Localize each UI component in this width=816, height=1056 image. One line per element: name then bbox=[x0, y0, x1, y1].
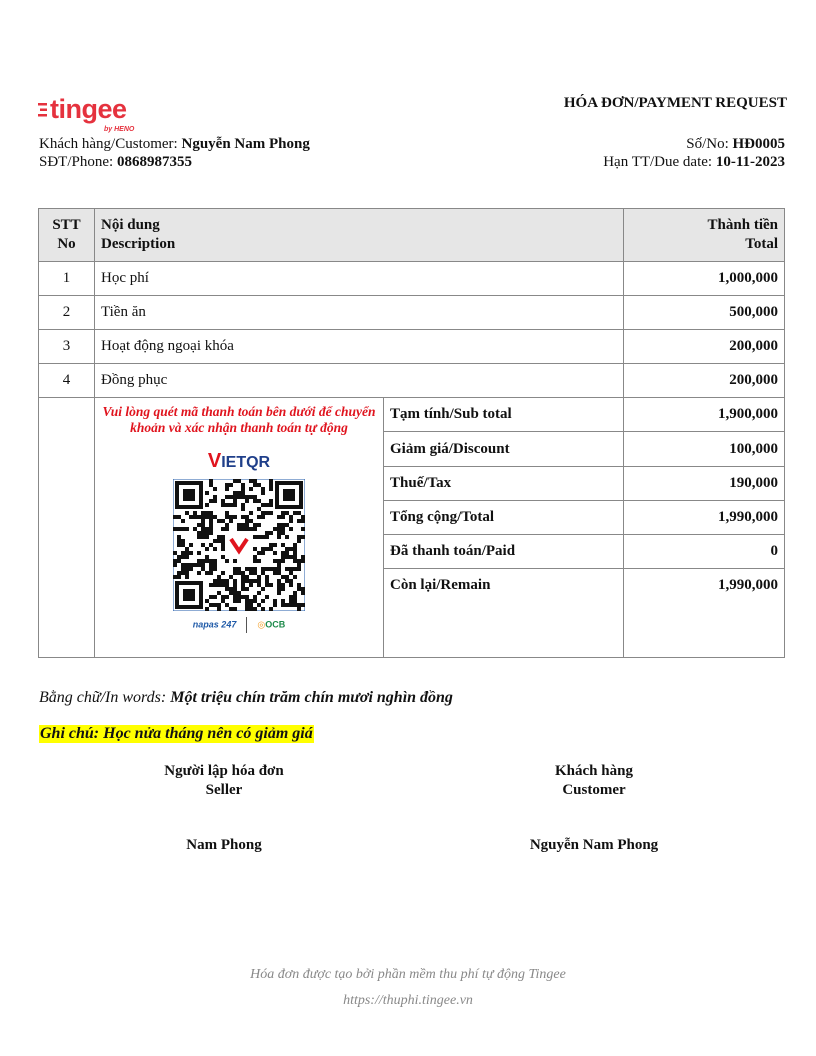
customer-name: Nguyễn Nam Phong bbox=[181, 136, 310, 152]
seller-title-en: Seller bbox=[205, 782, 243, 798]
words-label: Bằng chữ/In words: bbox=[39, 689, 167, 706]
item-no: 1 bbox=[39, 262, 95, 296]
brand-tagline: by HENO bbox=[104, 126, 135, 133]
vietqr-v: V bbox=[207, 450, 222, 472]
summary-label: Thuế/Tax bbox=[384, 467, 624, 501]
due-date: 10-11-2023 bbox=[715, 154, 785, 170]
amount-in-words bbox=[39, 689, 453, 707]
seller-signature-heading bbox=[74, 762, 374, 800]
header-desc-en: Description bbox=[101, 236, 176, 252]
invoice-number: HĐ0005 bbox=[732, 136, 785, 152]
customer-title-en: Customer bbox=[562, 782, 626, 798]
qr-code-icon bbox=[173, 479, 305, 611]
bank-logos: napas 247 ◎OCB bbox=[99, 617, 379, 633]
qr-message: Vui lòng quét mã thanh toán bên dưới để chuyển khoản và xác nhận thanh toán tự động bbox=[102, 404, 376, 435]
item-no: 2 bbox=[39, 296, 95, 330]
phone-value: 0868987355 bbox=[116, 154, 192, 170]
summary-value: 100,000 bbox=[624, 432, 785, 467]
table-row bbox=[39, 296, 785, 330]
header-total-vi: Thành tiền bbox=[707, 217, 778, 233]
vietqr-text: IETQR bbox=[221, 454, 271, 471]
summary-row bbox=[39, 398, 785, 432]
brand-logo bbox=[38, 94, 138, 138]
summary-label: Tạm tính/Sub total bbox=[384, 398, 624, 432]
napas-logo: napas 247 bbox=[192, 619, 237, 630]
due-date-line bbox=[603, 154, 785, 171]
phone-line bbox=[39, 154, 192, 171]
summary-value: 1,990,000 bbox=[624, 501, 785, 535]
header-total bbox=[624, 209, 785, 262]
invoice-number-label: Số/No: bbox=[686, 136, 729, 152]
table-row bbox=[39, 364, 785, 398]
customer-label: Khách hàng/Customer: bbox=[39, 136, 178, 152]
item-total: 200,000 bbox=[624, 364, 785, 398]
footer-url[interactable]: https://thuphi.tingee.vn bbox=[343, 993, 473, 1008]
customer-signature-name: Nguyễn Nam Phong bbox=[529, 837, 659, 853]
header-total-en: Total bbox=[745, 236, 778, 252]
summary-label: Giảm giá/Discount bbox=[384, 432, 624, 467]
item-description: Hoạt động ngoại khóa bbox=[95, 330, 624, 364]
invoice-title: HÓA ĐƠN/PAYMENT REQUEST bbox=[563, 95, 787, 111]
speed-lines-icon bbox=[38, 102, 48, 118]
invoice-number-line bbox=[686, 136, 785, 153]
customer-signature-heading bbox=[444, 762, 744, 800]
item-description: Đồng phục bbox=[95, 364, 624, 398]
footer-note: Hóa đơn được tạo bởi phần mềm thu phí tự động Tingee bbox=[250, 967, 566, 982]
item-no: 4 bbox=[39, 364, 95, 398]
item-description: Học phí bbox=[95, 262, 624, 296]
vietqr-logo bbox=[99, 450, 379, 473]
qr-section bbox=[95, 398, 384, 658]
summary-label: Đã thanh toán/Paid bbox=[384, 535, 624, 569]
summary-value: 1,990,000 bbox=[624, 569, 785, 658]
table-row bbox=[39, 330, 785, 364]
item-description: Tiền ăn bbox=[95, 296, 624, 330]
seller-name: Nam Phong bbox=[186, 837, 262, 853]
header-desc-vi: Nội dung bbox=[101, 217, 160, 233]
summary-label: Còn lại/Remain bbox=[384, 569, 624, 658]
table-row bbox=[39, 262, 785, 296]
empty-cell bbox=[39, 398, 95, 658]
header-no-en: No bbox=[57, 236, 76, 252]
note: Ghi chú: Học nửa tháng nên có giảm giá bbox=[40, 725, 313, 742]
brand-name: tingee bbox=[50, 94, 127, 124]
summary-value: 1,900,000 bbox=[624, 398, 785, 432]
invoice-table bbox=[38, 208, 785, 658]
seller-title-vi: Người lập hóa đơn bbox=[164, 763, 284, 779]
item-total: 1,000,000 bbox=[624, 262, 785, 296]
header-no-vi: STT bbox=[52, 217, 81, 233]
table-header-row bbox=[39, 209, 785, 262]
summary-label: Tổng cộng/Total bbox=[384, 501, 624, 535]
customer-title-vi: Khách hàng bbox=[555, 763, 633, 779]
item-total: 500,000 bbox=[624, 296, 785, 330]
header-no bbox=[39, 209, 95, 262]
phone-label: SĐT/Phone: bbox=[39, 154, 114, 170]
due-date-label: Hạn TT/Due date: bbox=[603, 154, 713, 170]
summary-value: 0 bbox=[624, 535, 785, 569]
words-value: Một triệu chín trăm chín mươi nghìn đồng bbox=[170, 689, 453, 706]
ocb-logo: OCB bbox=[265, 619, 286, 630]
customer-line bbox=[39, 136, 310, 153]
header-description bbox=[95, 209, 624, 262]
item-no: 3 bbox=[39, 330, 95, 364]
summary-value: 190,000 bbox=[624, 467, 785, 501]
item-total: 200,000 bbox=[624, 330, 785, 364]
